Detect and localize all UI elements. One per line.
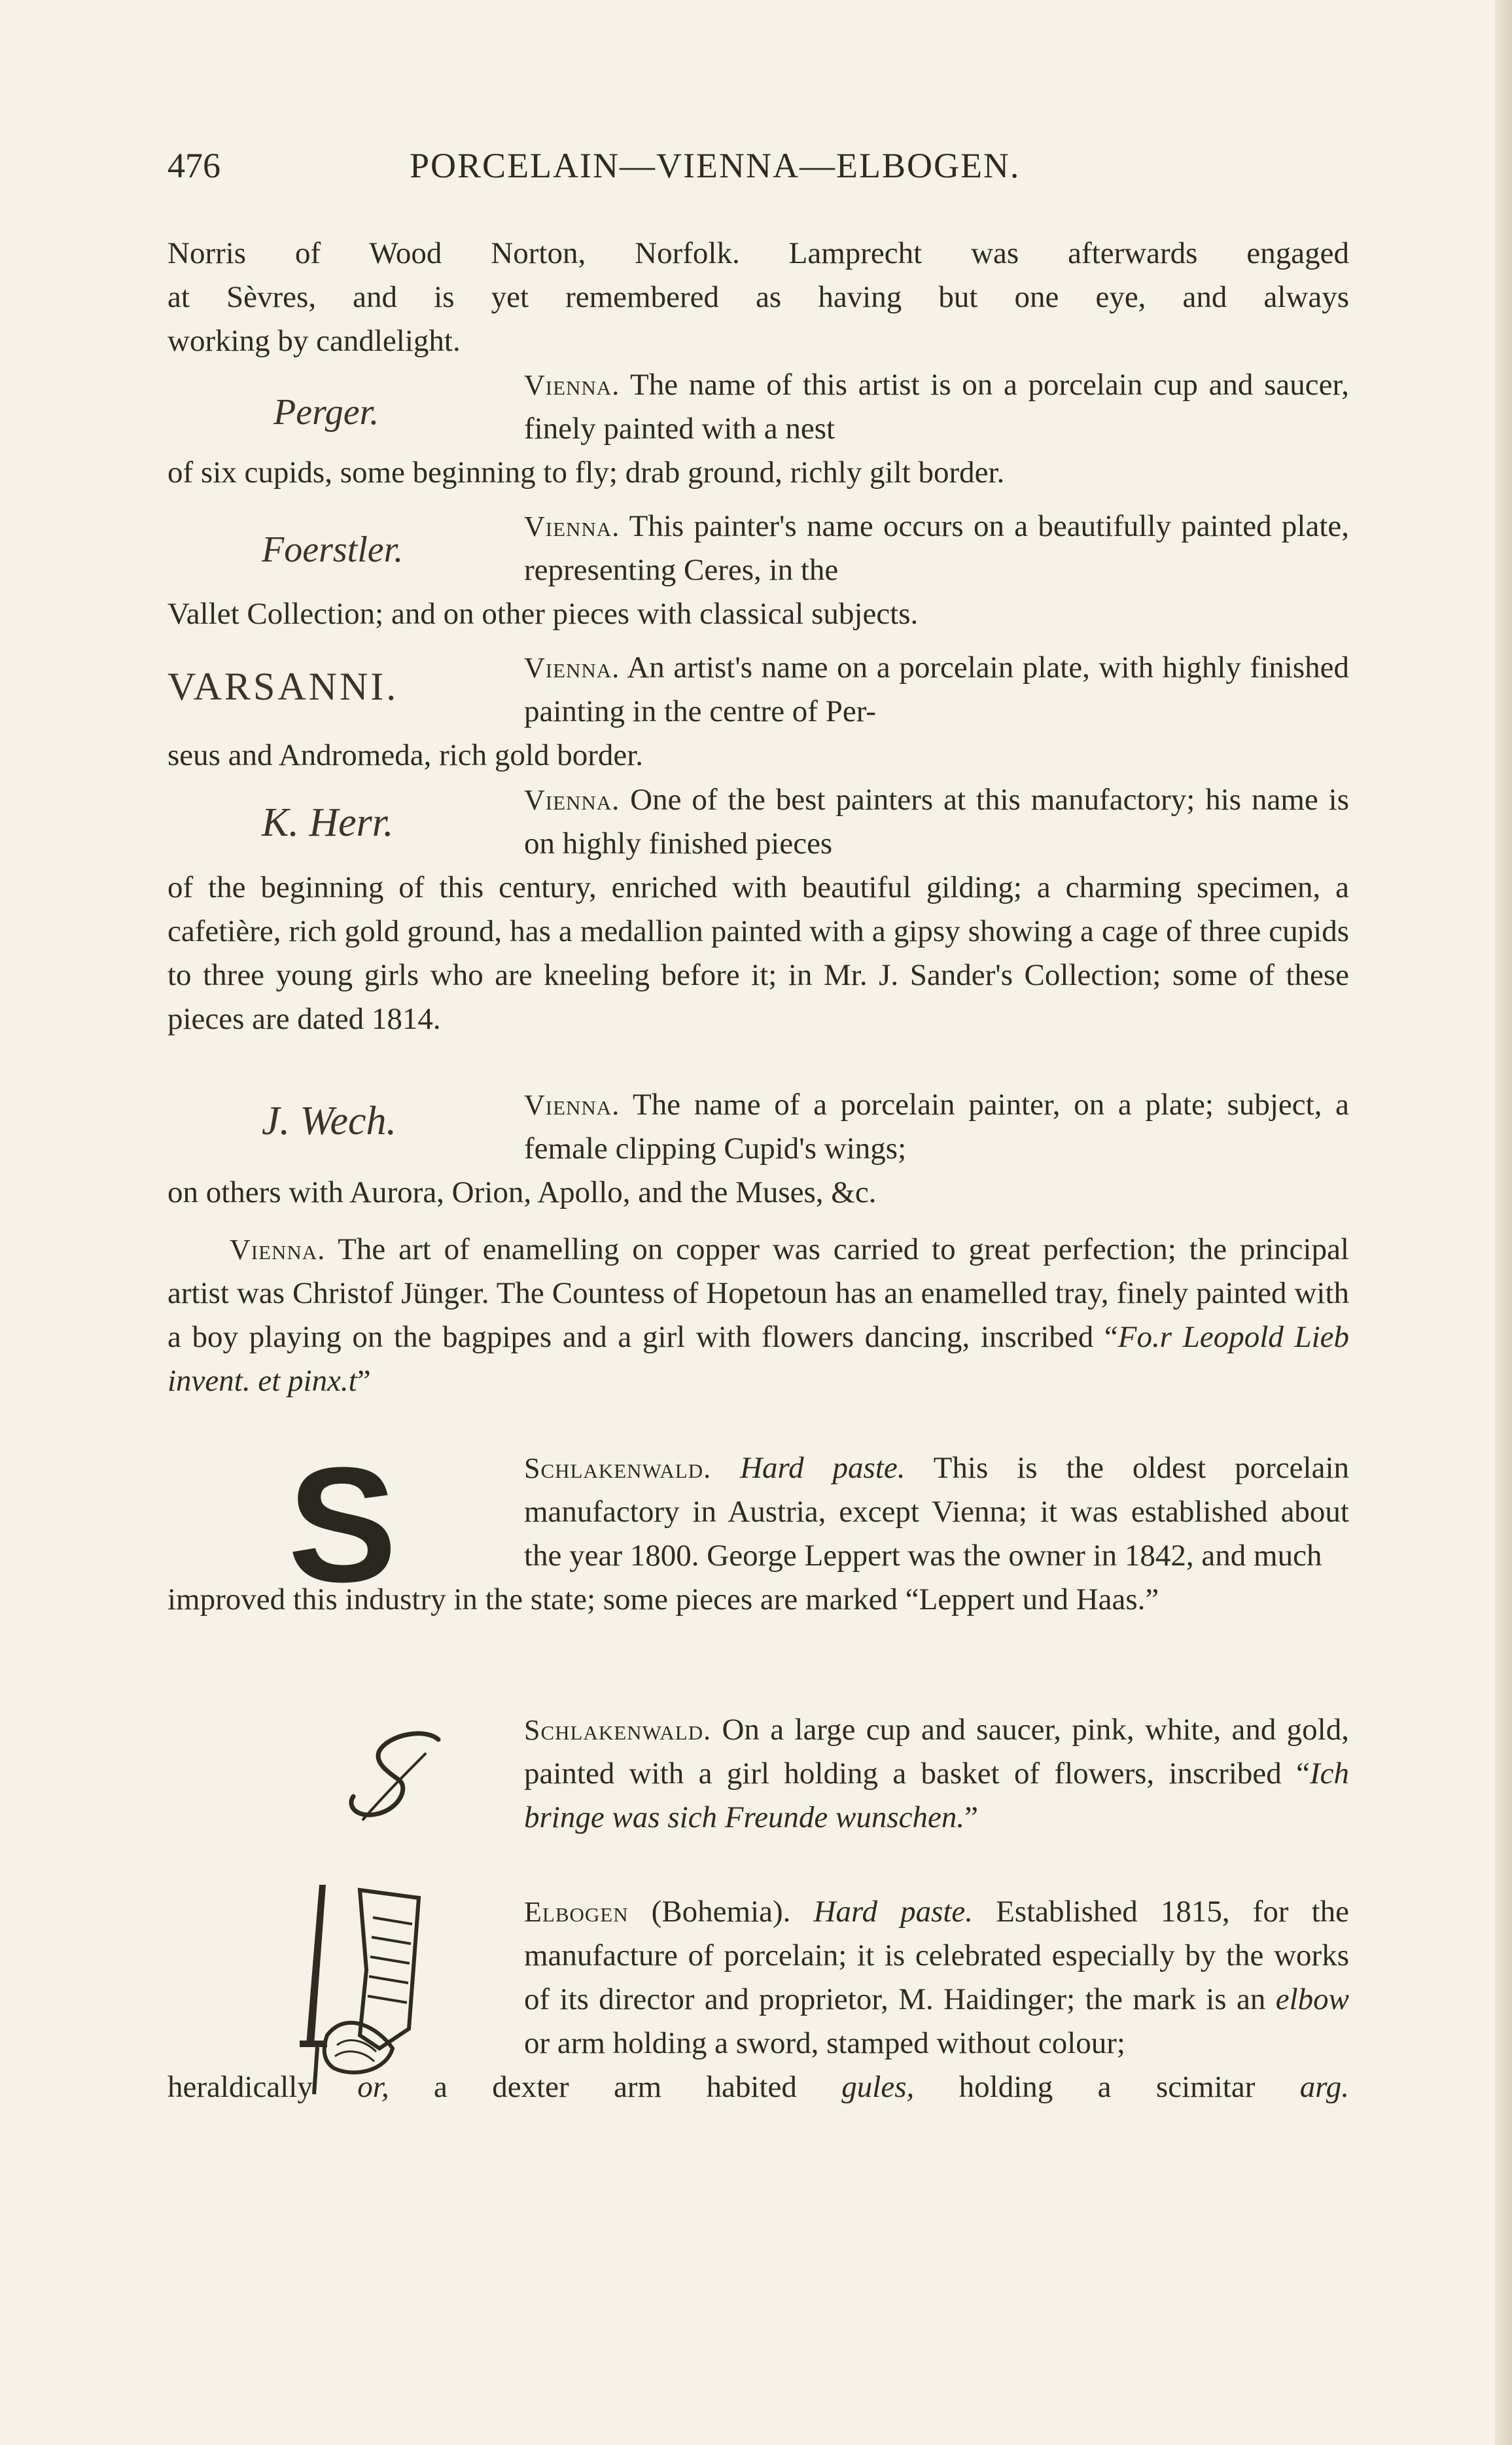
entry-elbogen	[167, 1890, 1349, 2109]
entry-col-text: Established 1815, for the manufacture of porcelain; it is celebrated especially by the works of its director and proprietor, M. Haidinger; the mark is an	[524, 1895, 1349, 2016]
place-name: Vienna.	[524, 369, 620, 401]
place-name: Vienna.	[230, 1234, 326, 1266]
intro-paragraph	[167, 232, 1349, 363]
entry-foerstler	[167, 505, 1349, 636]
heraldic-or: or,	[357, 2070, 389, 2104]
entry-close: ”	[964, 1800, 979, 1834]
place-name: Vienna.	[524, 652, 620, 684]
entry-rest-text: of the beginning of this century, enriched with beautiful gilding; a charming specimen, a cafetière, rich gold ground, has a medallion painted with a gipsy showing a cage of three cupids to three young girls who are kneeling before it; in Mr. J. Sander's Collection; some of these pieces are dated 1814.	[167, 870, 1349, 1036]
entry-rest-text: on others with Aurora, Orion, Apollo, and the Muses, &c.	[167, 1175, 877, 1209]
intro-line: Norris of Wood Norton, Norfolk. Lamprecht was afterwards engaged	[167, 236, 1349, 270]
page-edge	[1495, 0, 1512, 2445]
entry-lead-text: The name of a porcelain painter, on a plate; subject, a female clipping Cupid's wings;	[524, 1088, 1349, 1166]
mark-foerstler: Foerstler.	[262, 529, 404, 570]
heraldic-gules: gules,	[841, 2070, 915, 2104]
entry-j-wech	[167, 1083, 1349, 1215]
entry-col-text-2: or arm holding a sword, stamped without colour;	[524, 2026, 1125, 2060]
place-name: Elbogen	[524, 1896, 629, 1928]
entry-rest-text: of six cupids, some beginning to fly; drab ground, richly gilt border.	[167, 455, 1005, 490]
entry-varsanni	[167, 646, 1349, 777]
enamel-text: The art of enamelling on copper was carried to great perfection; the principal artist was Christof Jünger. The Countess of Hopetoun has an enamelled tray, finely painted with a boy playing on the bagpipes and a girl with flowers dancing, inscribed “	[167, 1232, 1349, 1354]
enamel-paragraph	[167, 1228, 1349, 1403]
region: (Bohemia).	[651, 1895, 791, 1929]
entry-rest-text: Vallet Collection; and on other pieces with classical subjects.	[167, 597, 919, 631]
place-name: Schlakenwald.	[524, 1452, 712, 1484]
rest-part: heraldically	[167, 2070, 313, 2104]
paste-type: Hard paste.	[740, 1451, 905, 1485]
entry-rest-text	[167, 2065, 1349, 2109]
heraldic-arg: arg.	[1299, 2070, 1350, 2104]
place-name: Vienna.	[524, 510, 620, 543]
running-title: PORCELAIN—VIENNA—ELBOGEN.	[410, 146, 1021, 185]
mark-j-wech: J. Wech.	[262, 1099, 397, 1143]
paste-type: Hard paste.	[813, 1895, 974, 1929]
entry-k-herr	[167, 778, 1349, 1041]
running-header	[167, 145, 1352, 191]
entry-schlakenwald-2	[167, 1708, 1349, 1840]
mark-schlakenwald-s: S	[288, 1433, 397, 1616]
elbow-word: elbow	[1275, 1982, 1349, 2016]
place-name: Schlakenwald.	[524, 1714, 712, 1746]
intro-line: at Sèvres, and is yet remembered as having but one eye, and always	[167, 280, 1349, 314]
rest-part: holding a scimitar	[958, 2070, 1256, 2104]
place-name: Vienna.	[524, 1089, 620, 1121]
page-number: 476	[167, 146, 220, 185]
enamel-inscription: Fo.r Leopold Lieb invent. et pinx.t	[167, 1320, 1349, 1398]
intro-line: working by candlelight.	[167, 324, 461, 358]
entry-lead-text: One of the best painters at this manufactory; his name is on highly finished pieces	[524, 783, 1349, 861]
rest-part: a dexter arm habited	[433, 2070, 797, 2104]
entry-col-text: On a large cup and saucer, pink, white, and gold, painted with a girl holding a basket of flowers, inscribed “	[524, 1713, 1349, 1791]
entry-perger	[167, 363, 1349, 495]
mark-perger: Perger.	[273, 392, 379, 433]
entry-schlakenwald-1	[167, 1446, 1349, 1622]
enamel-close: ”	[357, 1364, 371, 1398]
entry-lead-text: The name of this artist is on a porcelain cup and saucer, finely painted with a nest	[524, 368, 1349, 446]
entry-rest-text: seus and Andromeda, rich gold border.	[167, 738, 644, 772]
place-name: Vienna.	[524, 784, 620, 816]
mark-k-herr: K. Herr.	[262, 800, 394, 845]
entry-lead-text: An artist's name on a porcelain plate, with highly finished painting in the centre of Per-	[524, 651, 1349, 728]
entry-lead-text: This painter's name occurs on a beautifully painted plate, representing Ceres, in the	[524, 509, 1349, 587]
entry-inscription: Ich bringe was sich Freunde wunschen.	[524, 1757, 1349, 1834]
entry-col-text: This is the oldest porcelain manufactory in Austria, except Vienna; it was established about the year 1800. George Leppert was the owner in 1842, and much	[524, 1451, 1350, 1573]
entry-rest-text: improved this industry in the state; some pieces are marked “Leppert und Haas.”	[167, 1582, 1159, 1616]
mark-varsanni: VARSANNI.	[167, 665, 399, 708]
